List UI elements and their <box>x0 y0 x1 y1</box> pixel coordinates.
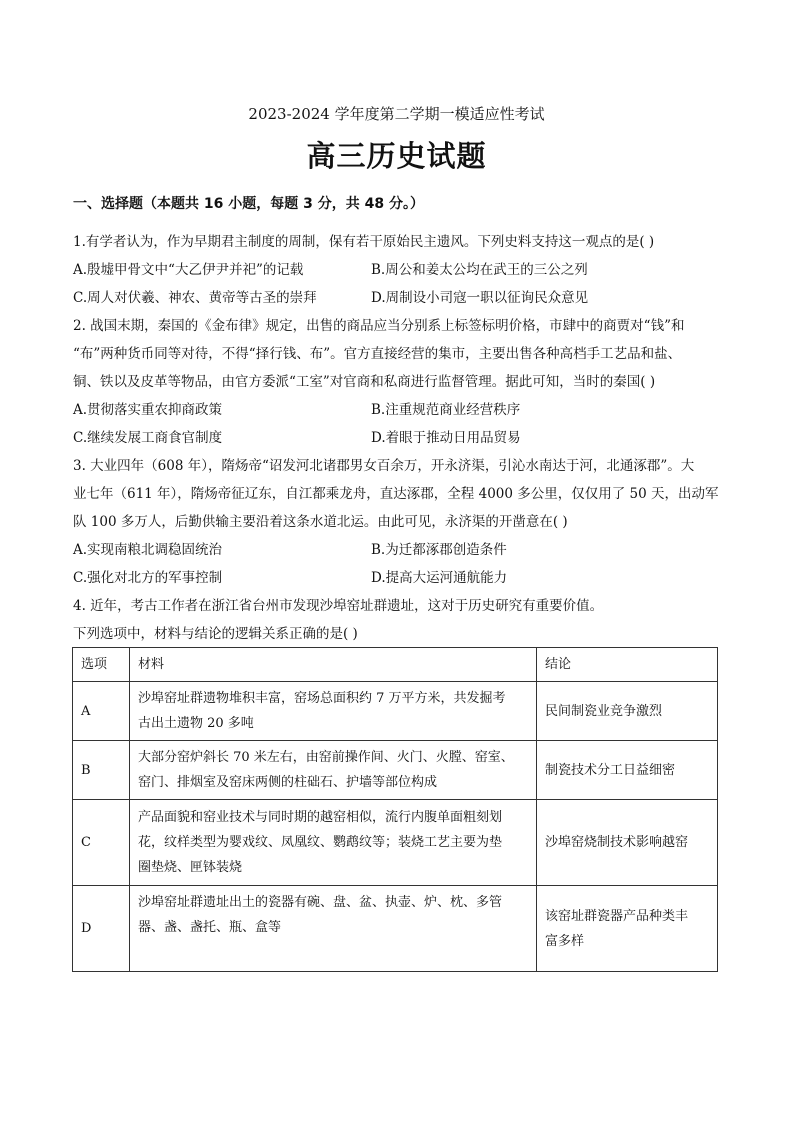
header-conclusion: 结论 <box>537 648 718 682</box>
conclusion-line: 该窑址群瓷器产品种类丰 <box>545 908 689 924</box>
row-material <box>130 682 537 741</box>
table-header-row <box>73 648 718 682</box>
row-conclusion <box>537 800 718 886</box>
table-row <box>73 741 718 800</box>
conclusion-line: 制瓷技术分工日益细密 <box>545 762 676 778</box>
row-option: C <box>73 800 130 886</box>
question-4-stem-line: 4. 近年，考古工作者在浙江省台州市发现沙埠窑址群遗址，这对于历史研究有重要价值。 <box>73 598 604 614</box>
material-line: 圈垫烧、匣钵装烧 <box>138 860 243 875</box>
row-option: A <box>73 682 130 741</box>
row-conclusion <box>537 741 718 800</box>
question-1-option-c: C.周人对伏羲、神农、黄帝等古圣的崇拜 <box>73 290 317 306</box>
question-2-option-c: C.继续发展工商食官制度 <box>73 430 223 446</box>
question-3-option-c: C.强化对北方的军事控制 <box>73 570 223 586</box>
question-1-stem: 1.有学者认为，作为早期君主制度的周制，保有若干原始民主遗风。下列史料支持这一观点的是( ) <box>73 234 655 250</box>
row-conclusion <box>537 682 718 741</box>
material-line: 花，纹样类型为婴戏纹、凤凰纹、鹦鹉纹等；装烧工艺主要为垫 <box>138 835 503 850</box>
section-heading: 一、选择题（本题共 16 小题，每题 3 分，共 48 分。） <box>73 196 424 212</box>
question-1-option-b: B.周公和姜太公均在武王的三公之列 <box>371 262 588 278</box>
header-option: 选项 <box>73 648 130 682</box>
question-3-option-a: A.实现南粮北调稳固统治 <box>73 542 223 558</box>
question-2-option-b: B.注重规范商业经营秩序 <box>371 402 521 418</box>
material-line: 大部分窑炉斜长 70 米左右，由窑前操作间、火门、火膛、窑室、 <box>138 750 514 765</box>
question-2-stem-line: “布”两种货币同等对待，不得“择行钱、布”。官方直接经营的集市，主要出售各种高档手工艺品和盐、 <box>73 346 682 362</box>
row-conclusion <box>537 886 718 972</box>
question-3-stem-line: 队 100 多万人，后勤供输主要沿着这条水道北运。由此可见，永济渠的开凿意在( ) <box>73 514 568 530</box>
exam-title: 高三历史试题 <box>306 139 487 173</box>
row-material <box>130 886 537 972</box>
row-material <box>130 741 537 800</box>
material-line: 器、盏、盏托、瓶、盒等 <box>138 920 282 935</box>
material-line: 产品面貌和窑业技术与同时期的越窑相似，流行内腹单面粗刻划 <box>138 810 503 825</box>
conclusion-line: 沙埠窑烧制技术影响越窑 <box>545 835 689 850</box>
question-2-stem-line: 2. 战国末期，秦国的《金布律》规定，出售的商品应当分别系上标签标明价格，市肆中的商贾对“钱”和 <box>73 318 685 334</box>
header-material: 材料 <box>130 648 537 682</box>
row-option: D <box>73 886 130 972</box>
row-material <box>130 800 537 886</box>
conclusion-line: 民间制瓷业竞争激烈 <box>545 703 663 719</box>
question-4-table <box>72 647 718 972</box>
material-line: 沙埠窑址群遗址出土的瓷器有碗、盘、盆、执壶、炉、枕、多管 <box>138 895 503 910</box>
question-3-option-b: B.为迁都涿郡创造条件 <box>371 542 507 558</box>
row-option: B <box>73 741 130 800</box>
material-line: 沙埠窑址群遗物堆积丰富，窑场总面积约 7 万平方米，共发掘考 <box>138 691 506 706</box>
conclusion-line: 富多样 <box>545 933 585 949</box>
question-4-stem-line: 下列选项中，材料与结论的逻辑关系正确的是( ) <box>73 626 358 642</box>
material-line: 古出土遗物 20 多吨 <box>138 716 254 731</box>
table-row <box>73 682 718 741</box>
material-line: 窑门、排烟室及窑床两侧的柱础石、护墙等部位构成 <box>138 775 438 790</box>
question-2-option-d: D.着眼于推动日用品贸易 <box>371 430 521 446</box>
table-row <box>73 800 718 886</box>
exam-subtitle: 2023-2024 学年度第二学期一模适应性考试 <box>248 105 545 123</box>
question-3-stem-line: 业七年（611 年），隋炀帝征辽东，自江都乘龙舟，直达涿郡，全程 4000 多公里，仅仅用了 50 天，出动军 <box>73 486 719 502</box>
question-3-stem-line: 3. 大业四年（608 年），隋炀帝“诏发河北诸郡男女百余万，开永济渠，引沁水南达于河，北通涿郡”。大 <box>73 458 695 474</box>
question-2-stem-line: 铜、铁以及皮革等物品，由官方委派“工室”对官商和私商进行监督管理。据此可知，当时的秦国( ) <box>73 374 656 390</box>
question-1-option-a: A.殷墟甲骨文中“大乙伊尹并祀”的记载 <box>73 262 304 278</box>
table-row <box>73 886 718 972</box>
question-3-option-d: D.提高大运河通航能力 <box>371 570 508 586</box>
question-2-option-a: A.贯彻落实重农抑商政策 <box>73 402 223 418</box>
question-1-option-d: D.周制设小司寇一职以征询民众意见 <box>371 290 589 306</box>
